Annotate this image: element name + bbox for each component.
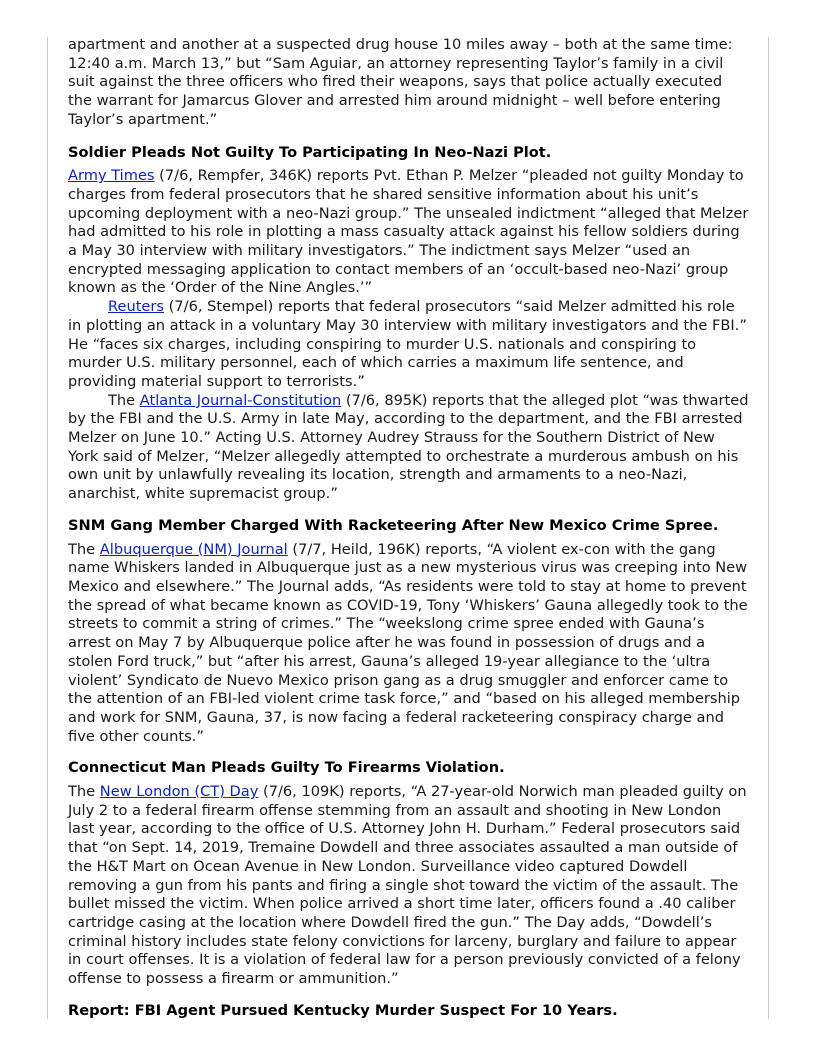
continued-paragraph: apartment and another at a suspected drug house 10 miles away – both at the same time: 12:40 a.m. March 13,” but “Sam Aguiar, an attorney representing Taylor’s family in a civil suit against the three officers who fired their weapons, says that police actually executed the warrant for Jamarcus Glover and arrested him around midnight – well before entering Taylor’s apartment.” [68, 36, 733, 128]
source-link[interactable]: Reuters [108, 298, 165, 316]
article-paragraph [68, 298, 749, 392]
source-link[interactable]: Albuquerque (NM) Journal [99, 540, 288, 558]
article-paragraph [68, 783, 749, 989]
paragraph-text: (7/6, Stempel) reports that federal prosecutors “said Melzer admitted his role in plotting an attack in a voluntary May 30 interview with military investigators and the FBI.” He “faces six charges, including conspiring to murder U.S. nationals and conspiring to murder U.S. military personnel, each of which carries a maximum life sentence, and providing material support to terrorists.” [68, 298, 747, 390]
paragraph-text: (7/7, Heild, 196K) reports, “A violent ex-con with the gang name Whiskers landed in Albuquerque just as a new mysterious virus was creeping into New Mexico and elsewhere.” The Journal adds, “As residents were told to stay at home to prevent the spread of what became known as COVID-19, Tony ‘Whiskers’ Gauna allegedly took to the streets to commit a string of crimes.” The “weekslong crime spree ended with Gauna’s arrest on May 7 by Albuquerque police after he was found in possession of drugs and a stolen Ford truck,” but “after his arrest, Gauna’s alleged 19-year allegiance to the ‘ultra violent’ Syndicato de Nuevo Mexico prison gang as a drug smuggler and enforcer came to the attention of an FBI-led violent crime task force,” and “based on his alleged membership and work for SNM, Gauna, 37, is now facing a federal racketeering conspiracy charge and five other counts.” [68, 540, 748, 745]
source-link[interactable]: Army Times [68, 167, 155, 185]
article-paragraph [68, 541, 749, 747]
right-margin-rule [768, 37, 769, 1019]
source-link[interactable]: Atlanta Journal-Constitution [139, 391, 342, 409]
left-margin-rule [47, 37, 48, 1019]
paragraph-text: (7/6, Rempfer, 346K) reports Pvt. Ethan P. Melzer “pleaded not guilty Monday to charges from federal prosecutors that he shared sensitive information about his unit’s upcoming deployment with a neo-Nazi group.” The unsealed indictment “alleged that Melzer had admitted to his role in plotting a mass casualty attack against his fellow soldiers during a May 30 interview with military investigators.” The indictment says Melzer “used an encrypted messaging application to contact members of an ‘occult-based neo-Nazi’ group known as the ‘Order of the Nine Angles.’” [68, 167, 749, 297]
source-link[interactable]: New London (CT) Day [99, 783, 259, 801]
article-headline: SNM Gang Member Charged With Racketeering After New Mexico Crime Spree. [68, 516, 719, 534]
paragraph-lead: The [108, 391, 140, 409]
article-headline: Connecticut Man Pleads Guilty To Firearms Violation. [68, 759, 505, 777]
article-headline: Report: FBI Agent Pursued Kentucky Murder Suspect For 10 Years. [68, 1001, 618, 1019]
paragraph-text: (7/6, 895K) reports that the alleged plot “was thwarted by the FBI and the U.S. Army in late May, according to the department, and the FBI arrested Melzer on June 10.” Acting U.S. Attorney Audrey Strauss for the Southern District of New York said of Melzer, “Melzer allegedly attempted to orchestrate a murderous ambush on his own unit by unlawfully revealing its location, strength and armaments to a neo-Nazi, anarchist, white supremacist group.” [68, 391, 749, 503]
paragraph-lead: The [68, 540, 100, 558]
article-headline: Soldier Pleads Not Guilty To Participating In Neo-Nazi Plot. [68, 143, 552, 161]
article-body [68, 36, 749, 1025]
paragraph-lead: The [68, 783, 100, 801]
article-paragraph [68, 167, 749, 298]
article-paragraph [68, 392, 749, 504]
paragraph-text: (7/6, 109K) reports, “A 27-year-old Norwich man pleaded guilty on July 2 to a federal firearm offense stemming from an assault and shooting in New London last year, according to the office of U.S. Attorney John H. Durham.” Federal prosecutors said that “on Sept. 14, 2019, Tremaine Dowdell and three associates assaulted a man outside of the H&T Mart on Ocean Avenue in New London. Surveillance video captured Dowdell removing a gun from his pants and firing a single shot toward the victim of the assault. The bullet missed the victim. When police arrived a short time later, officers found a .40 caliber cartridge casing at the location where Dowdell fired the gun.” The Day adds, “Dowdell’s criminal history includes state felony convictions for larceny, burglary and failure to appear in court offenses. It is a violation of federal law for a person previously convicted of a felony offense to possess a firearm or ammunition.” [68, 783, 747, 988]
